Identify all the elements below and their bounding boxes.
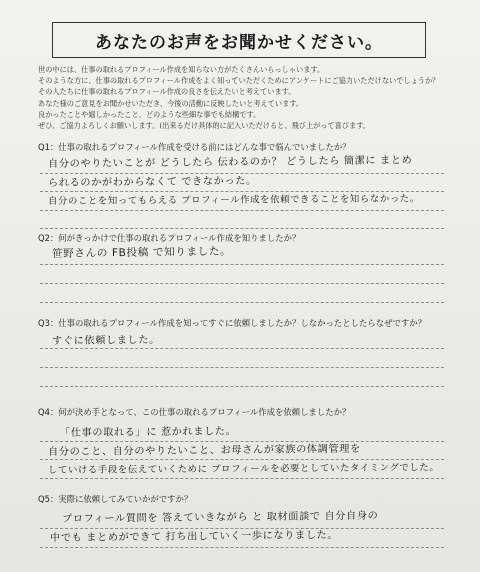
answer-line (40, 264, 444, 265)
answer-2-line-1: 笹野さんの FB投稿 で知りました。 (51, 245, 232, 260)
answer-line (40, 348, 444, 349)
answer-1-line-2: られるのかがわからなくて できなかった。 (47, 175, 257, 189)
page-title: あなたのお声をお聞かせください。 (95, 32, 383, 53)
answer-1-line-3: 自分のことを知ってもらえる プロフィール作成を依頼できることを知らなかった。 (47, 193, 420, 207)
answer-3-line-1: すぐに依頼しました。 (51, 334, 160, 347)
question-4-label: Q4：何が決め手となって、この仕事の取れるプロフィール作成を依頼しましたか？ (38, 407, 351, 417)
intro-line: 良かったことや嬉しかったこと、どのような些細な事でも結構です。 (38, 109, 261, 119)
answer-4-line-3: していける手段を伝えていくために プロフィールを必要としていたタイミングでした。 (47, 462, 440, 476)
answer-line (40, 547, 444, 548)
answer-5-line-2: 中でも まとめができて 打ち出していく一歩になりました。 (49, 529, 339, 544)
question-2-label: Q2：何がきっかけで仕事の取れるプロフィール作成を知りましたか？ (38, 233, 301, 243)
answer-line (40, 386, 444, 387)
answer-4-line-2: 自分のこと、自分のやりたいこと、お母さんが家族の体調管理を (47, 443, 361, 458)
answer-line (40, 210, 444, 211)
answer-4-line-1: 「仕事の取れる」に 惹かれました。 (59, 426, 237, 439)
answer-line (40, 283, 444, 284)
answer-1-line-1: 自分のやりたいことが どうしたら 伝わるのか？ どうしたら 簡潔に まとめ (47, 155, 413, 170)
answer-5-line-1: プロフィール質問を 答えていきながら と 取材面談で 自分自身の (61, 510, 379, 525)
answer-line (40, 478, 444, 479)
question-5-label: Q5：実際に依頼してみていかがですか？ (38, 494, 193, 504)
intro-text (38, 64, 458, 131)
intro-line: ぜひ、ご協力よろしくお願いします。(出来るだけ具体的に記入いただけると、飛び上がって喜びます。 (38, 121, 370, 131)
intro-line: 世の中には、仕事の取れるプロフィール作成を知らない方がたくさんいらっしゃいます。 (38, 65, 325, 74)
title-box (52, 22, 426, 58)
intro-line: あなた様のご意見をお聞かせいただき、今後の活動に反映したいと考えています。 (38, 98, 304, 108)
question-1-label: Q1：仕事の取れるプロフィール作成を受ける前にはどんな事で悩んでいましたか？ (38, 142, 351, 152)
answer-line (40, 302, 444, 303)
intro-line: その人たちに仕事の取れるプロフィール作成の良さを伝えたいと考えています。 (38, 87, 296, 97)
answer-line (40, 367, 444, 368)
answer-line (40, 228, 444, 229)
intro-line: そのような方に、仕事の取れるプロフィール作成をよく知っていただくためにアンケートにご協力いただけないでしょうか？ (38, 76, 440, 86)
question-3-label: Q3：仕事の取れるプロフィール作成を知ってすぐに依頼しましたか？しなかったとしたらなぜですか？ (38, 318, 426, 328)
